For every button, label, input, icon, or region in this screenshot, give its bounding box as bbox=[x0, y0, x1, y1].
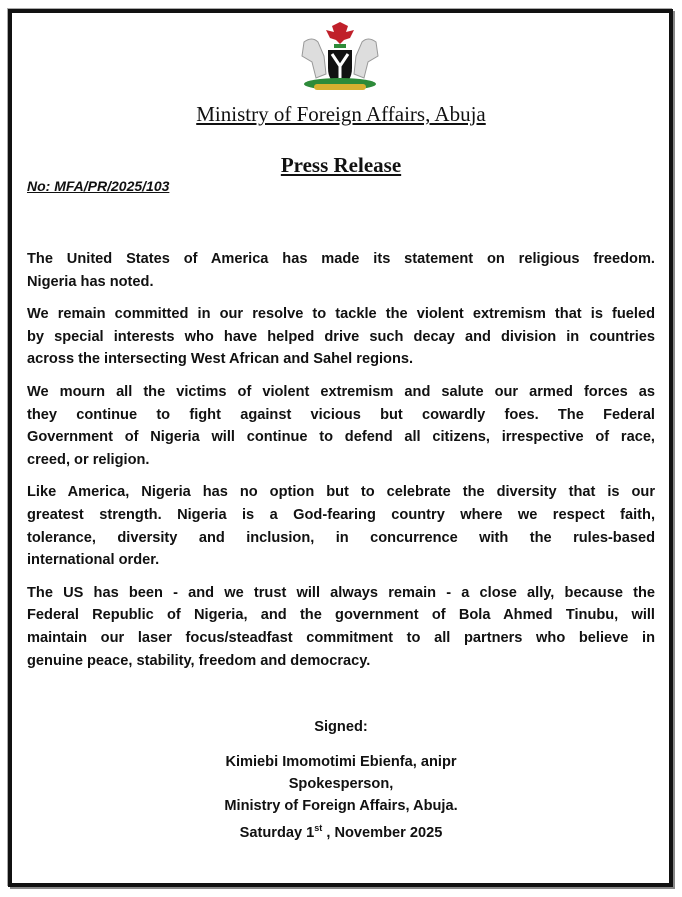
text-line: by special interests who have helped drive such decay and division in countries bbox=[27, 328, 655, 345]
text-line: maintain our laser focus/steadfast commitment to all partners who believe in bbox=[27, 629, 655, 646]
paragraph bbox=[27, 303, 655, 371]
paragraph bbox=[27, 248, 655, 293]
text-line: Government of Nigeria will continue to defend all citizens, irrespective of race, bbox=[27, 429, 655, 446]
coat-of-arms-icon bbox=[290, 22, 390, 94]
text-line: Like America, Nigeria has no option but to celebrate the diversity that is our bbox=[27, 484, 655, 501]
press-release-heading: Press Release bbox=[280, 153, 402, 177]
press-release-body bbox=[27, 248, 655, 682]
text-line: tolerance, diversity and inclusion, in concurrence with the rules-based bbox=[27, 529, 655, 546]
text-line: We mourn all the victims of violent extremism and salute our armed forces as bbox=[27, 383, 655, 400]
signature-block bbox=[0, 751, 682, 839]
signatory-role: Spokesperson, bbox=[288, 776, 394, 792]
text-line: The United States of America has made its statement on religious freedom. bbox=[27, 251, 655, 267]
paragraph bbox=[27, 381, 655, 471]
text-line: Federal Republic of Nigeria, and the government of Bola Ahmed Tinubu, will bbox=[27, 607, 655, 624]
paragraph bbox=[27, 582, 655, 672]
reference-number: No: MFA/PR/2025/103 bbox=[27, 178, 170, 194]
signatory-office: Ministry of Foreign Affairs, Abuja. bbox=[224, 798, 458, 814]
text-line: creed, or religion. bbox=[27, 451, 150, 468]
text-line: The US has been - and we trust will always remain - a close ally, because the bbox=[27, 584, 655, 601]
release-date: Saturday 1st , November 2025 bbox=[239, 823, 443, 841]
text-line: We remain committed in our resolve to tackle the violent extremism that is fueled bbox=[27, 306, 655, 323]
signatory-name: Kimiebi Imomotimi Ebienfa, anipr bbox=[225, 754, 457, 770]
paragraph bbox=[27, 481, 655, 571]
signed-label: Signed: bbox=[314, 719, 368, 735]
text-line: greatest strength. Nigeria is a God-fearing country where we respect faith, bbox=[27, 506, 655, 523]
ministry-title: Ministry of Foreign Affairs, Abuja bbox=[196, 102, 486, 126]
text-line: international order. bbox=[27, 552, 160, 569]
text-line: Nigeria has noted. bbox=[27, 273, 154, 290]
text-line: genuine peace, stability, freedom and democracy. bbox=[27, 652, 371, 669]
text-line: they continue to fight against vicious but cowardly foes. The Federal bbox=[27, 406, 655, 423]
text-line: across the intersecting West African and Sahel regions. bbox=[27, 351, 414, 368]
